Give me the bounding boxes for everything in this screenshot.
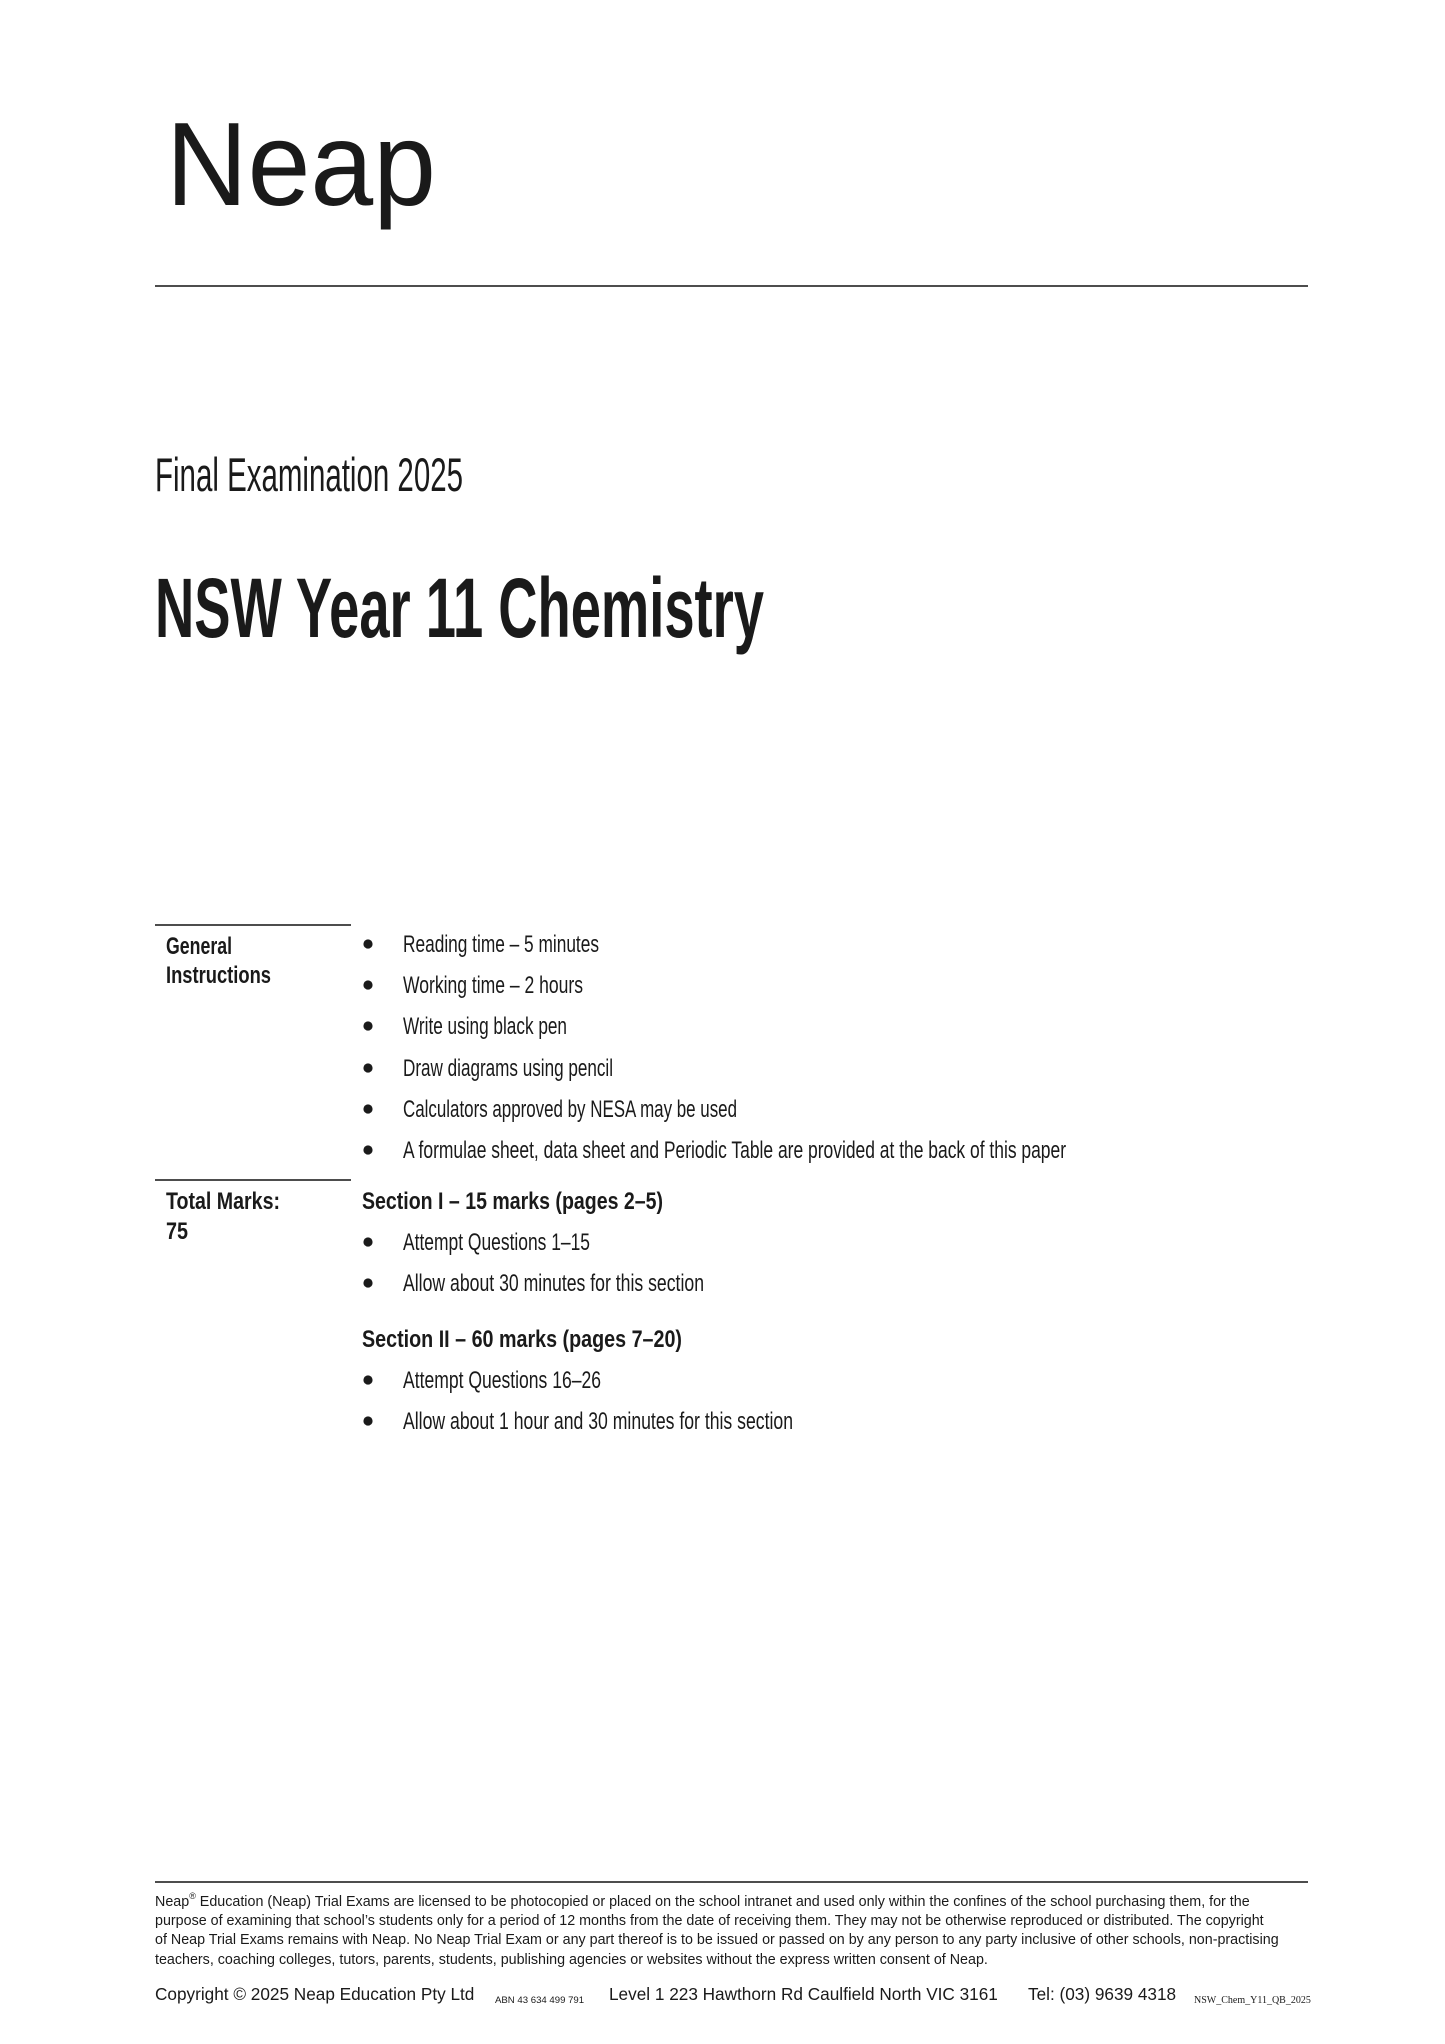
neap-logo: Neap <box>166 98 436 231</box>
list-item <box>363 1096 737 1123</box>
general-instructions-label-line1: General <box>166 933 232 960</box>
total-marks-value: 75 <box>166 1218 188 1245</box>
total-marks-label <box>166 1188 280 1245</box>
section-2-heading: Section II – 60 marks (pages 7–20) <box>362 1326 682 1353</box>
total-marks-label-text: Total Marks: <box>166 1188 280 1215</box>
section-2 <box>362 1326 793 1435</box>
footer-divider <box>155 1881 1308 1883</box>
list-item-text: Write using black pen <box>403 1013 567 1040</box>
list-item-text: Reading time – 5 minutes <box>403 931 599 958</box>
list-item-text: Attempt Questions 1–15 <box>403 1229 590 1256</box>
copyright-text: Copyright © 2025 Neap Education Pty Ltd <box>155 1984 475 2004</box>
list-item-text: Allow about 1 hour and 30 minutes for this section <box>403 1408 793 1435</box>
general-instructions-label-line2: Instructions <box>166 962 271 989</box>
list-item <box>363 1137 1066 1164</box>
list-item-text: Working time – 2 hours <box>403 972 583 999</box>
license-line-1 <box>155 1893 1315 1912</box>
license-line-1-text: Education (Neap) Trial Exams are licensed to be photocopied or placed on the school intranet and used only within the confines of the school purchasing them, for the <box>195 1894 1250 1910</box>
page-title: NSW Year 11 Chemistry <box>155 561 765 655</box>
phone-text: Tel: (03) 9639 4318 <box>1028 1984 1177 2004</box>
list-item <box>363 931 599 958</box>
bullet-icon <box>363 1278 372 1287</box>
bullet-icon <box>363 1104 372 1113</box>
list-item-text: Draw diagrams using pencil <box>403 1055 613 1082</box>
list-item <box>363 1367 601 1394</box>
list-item-text: Calculators approved by NESA may be used <box>403 1096 737 1123</box>
bullet-icon <box>363 1416 372 1425</box>
bullet-icon <box>363 939 372 948</box>
list-item <box>363 1013 567 1040</box>
address-text: Level 1 223 Hawthorn Rd Caulfield North VIC 3161 <box>609 1984 998 2004</box>
bullet-icon <box>363 980 372 989</box>
list-item <box>363 1270 704 1297</box>
list-item <box>363 972 583 999</box>
bullet-icon <box>363 1063 372 1072</box>
abn-text: ABN 43 634 499 791 <box>495 1995 585 2006</box>
list-item <box>363 1408 793 1435</box>
list-item-text: A formulae sheet, data sheet and Periodic Table are provided at the back of this paper <box>403 1137 1067 1164</box>
general-instructions-label <box>166 933 271 989</box>
list-item <box>363 1229 590 1256</box>
list-item-text: Allow about 30 minutes for this section <box>403 1270 704 1297</box>
license-line-4: teachers, coaching colleges, tutors, parents, students, publishing agencies or websites without the express written consent of Neap. <box>155 1951 988 1968</box>
bullet-icon <box>363 1145 372 1154</box>
license-line-2: purpose of examining that school’s students only for a period of 12 months from the date of receiving them. They may not be otherwise reproduced or distributed. The copyright <box>155 1913 1264 1930</box>
registered-mark: ® <box>189 1891 196 1901</box>
document-code: NSW_Chem_Y11_QB_2025 <box>1194 1995 1311 2006</box>
bullet-icon <box>363 1237 372 1246</box>
exam-subtitle: Final Examination 2025 <box>155 448 463 501</box>
general-instructions-list <box>363 931 1066 1164</box>
section-1 <box>362 1188 704 1297</box>
list-item <box>363 1055 613 1082</box>
bullet-icon <box>363 1021 372 1030</box>
license-line-3: of Neap Trial Exams remains with Neap. No Neap Trial Exam or any part thereof is to be issued or passed on by any person to any party inclusive of other schools, non-practising <box>155 1932 1279 1949</box>
footer-contact <box>0 1983 1445 2007</box>
license-brand: Neap <box>155 1894 190 1910</box>
license-notice <box>155 1893 1315 1970</box>
section-1-heading: Section I – 15 marks (pages 2–5) <box>362 1188 663 1215</box>
list-item-text: Attempt Questions 16–26 <box>403 1367 601 1394</box>
bullet-icon <box>363 1375 372 1384</box>
